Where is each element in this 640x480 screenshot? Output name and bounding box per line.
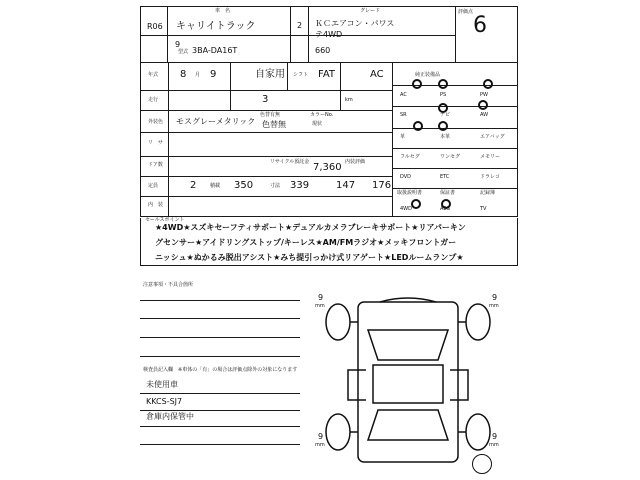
tire-mark-rear-left: 9 [318, 432, 324, 441]
options-title: 純正装備品 [415, 72, 441, 78]
option-dvd: DVD [400, 174, 412, 180]
option-records: 記録簿 [480, 190, 496, 196]
circle-mark [478, 100, 488, 110]
row-label-2: ドア数 [148, 162, 163, 168]
width-value: 147 [336, 180, 356, 191]
inspector-note-2: KKCS-SJ7 [146, 397, 183, 406]
option-leather: 革 [400, 134, 406, 140]
option-navi: ナビ [440, 112, 451, 118]
car-name-label: 車 名 [215, 8, 231, 14]
row-label-1: リ サ [148, 140, 164, 146]
option-tv: TV [480, 206, 487, 212]
circle-mark [411, 199, 421, 209]
tire-unit-front-left: mm [315, 303, 325, 309]
month-label: 月 [195, 72, 201, 78]
option-etc: ETC [440, 174, 450, 180]
tire-mark-rear-right: 9 [492, 432, 498, 441]
option-fullseg: フルセグ [400, 154, 420, 160]
option-aw: AW [480, 112, 489, 118]
year-label: 年式 [148, 72, 159, 78]
circle-mark [413, 121, 423, 131]
color-no-label: カラーNo. [310, 112, 334, 118]
year-value: 8 [180, 69, 187, 80]
model-code-label: 型式 [178, 49, 189, 55]
option-memory: メモリー [480, 154, 501, 160]
sales-points-label: セールスポイント [145, 217, 185, 223]
sales-point-line-2: グセンサー★アイドリングストップ/キーレス★AM/FMラジオ★メッキフロントガー [155, 238, 457, 247]
displacement: 660 [315, 46, 331, 55]
circle-mark [441, 199, 451, 209]
color-label: 外装色 [148, 119, 164, 125]
height-value: 176 [372, 180, 392, 191]
tire-mark-front-right: 9 [492, 293, 498, 302]
option-sr: SR [400, 112, 407, 118]
option-pw: PW [480, 92, 488, 98]
inspector-note-1: 未使用車 [146, 380, 178, 389]
row-label-3: 内 装 [148, 202, 164, 208]
option-warranty: 保証書 [440, 190, 456, 196]
inspector-note-3: 倉庫内保管中 [146, 412, 194, 421]
mileage-unit: km [345, 97, 353, 103]
mileage-value: 3 [262, 94, 269, 105]
sales-point-line-3: ニッシュ★ぬかるみ脱出アシスト★みち提引っかけ式リアゲート★LEDルームランプ★ [155, 253, 464, 262]
load-label: 積載 [210, 183, 221, 189]
auction-score: 6 [473, 13, 487, 38]
sales-point-line-1: ★4WD★スズキセーフティサポート★デュアルカメラブレーキサポート★リアパーキン [155, 223, 466, 232]
car-name: キャリイトラック [176, 21, 256, 32]
usage: 自家用 [255, 69, 285, 80]
model-code: 3BA-DA16T [192, 46, 238, 55]
load-value: 350 [234, 180, 254, 191]
tire-unit-front-right: mm [489, 303, 499, 309]
color-change-value: 色替無 [262, 120, 286, 129]
option-real-leather: 本革 [440, 134, 451, 140]
spare-tire-circle [472, 454, 492, 474]
recycle-value: 7,360 [313, 162, 342, 173]
color-change-label: 色替有無 [260, 112, 281, 118]
notes-label: 注意事項・不具合箇所 [143, 282, 194, 288]
option-abs: ABS [440, 206, 450, 212]
tire-unit-rear-left: mm [315, 442, 325, 448]
shift-value: FAT [318, 69, 336, 80]
vehicle-body-diagram [308, 290, 508, 475]
recycle-end-label: 内装評価 [345, 159, 366, 165]
inspector-label: 検査員記入欄 ※車体の「有」の場合は評価点除外の対象になります [143, 367, 298, 373]
option-manual: 取扱説明書 [397, 190, 423, 196]
option-oneseg: ワンセグ [440, 154, 461, 160]
option-airbag: エアバッグ [480, 134, 505, 140]
circle-mark [483, 79, 493, 89]
tire-mark-front-left: 9 [318, 293, 324, 302]
recycle-label: リサイクル預託金 [270, 159, 310, 165]
lot-month: 9 [175, 40, 181, 49]
shift-label: シフト [293, 72, 309, 78]
length-value: 339 [290, 180, 310, 191]
capacity-value: 2 [190, 180, 197, 191]
lot-number: R06 [147, 22, 163, 31]
circle-mark [438, 121, 448, 131]
option-ps: PS [440, 92, 447, 98]
grade-line-2: テ4WD [315, 30, 343, 39]
ac-value: AC [370, 69, 384, 80]
grade-label: グレード [360, 8, 381, 14]
option-4wd: 4WD [400, 206, 412, 212]
color-value: モスグレーメタリック [176, 117, 256, 126]
color-no-value: 現状 [312, 121, 323, 127]
option-dashcam: ドラレコ [480, 174, 501, 180]
tire-unit-rear-right: mm [489, 442, 499, 448]
mileage-label: 走行 [148, 97, 159, 103]
dims-label: 寸法 [270, 183, 281, 189]
circle-mark [438, 79, 448, 89]
month-value: 9 [210, 69, 217, 80]
capacity-label: 定員 [148, 183, 159, 189]
circle-mark [412, 79, 422, 89]
circle-mark [438, 103, 448, 113]
option-ac: AC [400, 92, 407, 98]
grade-line-1: ＫＣエアコン・パワス [315, 19, 395, 28]
door-count: 2 [297, 21, 303, 30]
score-label: 評価点 [458, 9, 474, 15]
